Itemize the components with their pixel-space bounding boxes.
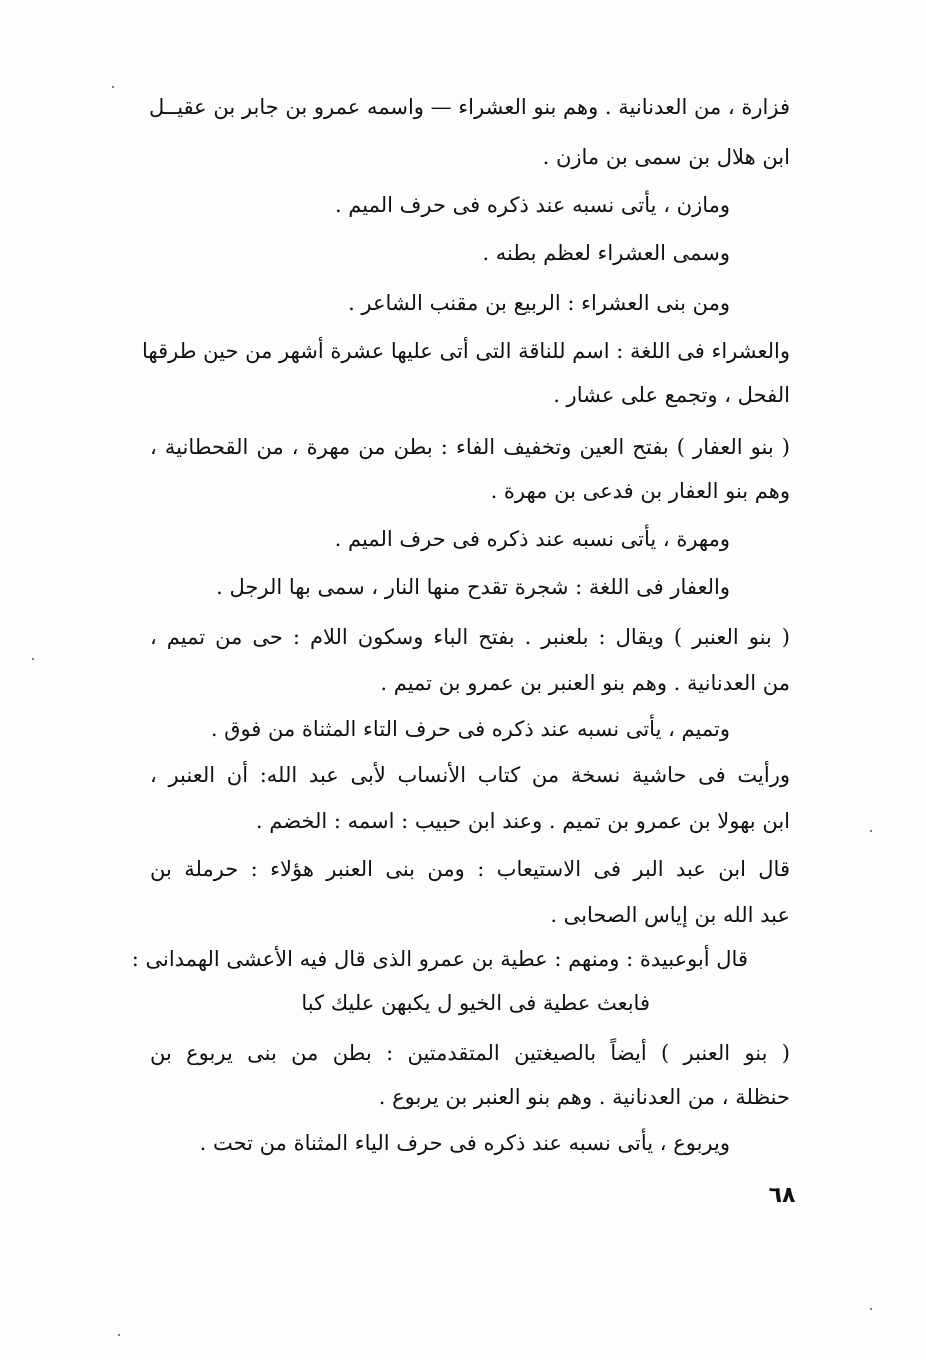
scan-speck xyxy=(118,1334,120,1336)
text-line: حنظلة ، من العدنانية . وهم بنو العنبر بن يربوع . xyxy=(378,1085,790,1109)
text-line: ومهرة ، يأتى نسبه عند ذكره فى حرف الميم . xyxy=(334,527,730,551)
scan-speck xyxy=(32,658,34,660)
text-line: ( بنو العنبر ) أيضاً بالصيغتين المتقدمتين : بطن من بنى يربوع بن xyxy=(150,1041,790,1065)
text-line: قال أبوعبيدة : ومنهم : عطية بن عمرو الذى قال فيه الأعشى الهمدانى : xyxy=(131,947,748,971)
scan-speck xyxy=(870,830,872,832)
text-line: وهم بنو العفار بن فدعى بن مهرة . xyxy=(490,479,790,503)
text-line: وتميم ، يأتى نسبه عند ذكره فى حرف التاء المثناة من فوق . xyxy=(210,717,730,741)
text-line: ابن هلال بن سمى بن مازن . xyxy=(542,145,790,169)
text-line: والعفار فى اللغة : شجرة تقدح منها النار ، سمى بها الرجل . xyxy=(216,575,730,599)
text-line: ( بنو العفار ) بفتح العين وتخفيف الفاء : بطن من مهرة ، من القحطانية ، xyxy=(150,435,790,459)
text-line: ومازن ، يأتى نسبه عند ذكره فى حرف الميم . xyxy=(334,193,730,217)
text-line: الفحل ، وتجمع على عشار . xyxy=(553,383,790,407)
scan-speck xyxy=(112,86,114,88)
scan-speck xyxy=(870,1308,872,1310)
text-line: قال ابن عبد البر فى الاستيعاب : ومن بنى العنبر هؤلاء : حرملة بن xyxy=(150,857,790,881)
text-line: وسمى العشراء لعظم بطنه . xyxy=(482,241,730,265)
text-line: ابن بهولا بن عمرو بن تميم . وعند ابن حبيب : اسمه : الخضم . xyxy=(255,809,790,833)
text-line: عبد الله بن إياس الصحابى . xyxy=(550,903,790,927)
text-line: فزارة ، من العدنانية . وهم بنو العشراء — واسمه عمرو بن جابر بن عقيــل xyxy=(149,95,790,119)
verse-line: فابعث عطية فى الخيو ل يكبهن عليك كبا xyxy=(301,991,650,1015)
text-line: ويربوع ، يأتى نسبه عند ذكره فى حرف الياء المثناة من تحت . xyxy=(199,1131,730,1155)
text-line: ( بنو العنبر ) ويقال : بلعنبر . بفتح الباء وسكون اللام : حى من تميم ، xyxy=(150,625,790,649)
text-line: ومن بنى العشراء : الربيع بن مقنب الشاعر . xyxy=(348,291,730,315)
text-line: والعشراء فى اللغة : اسم للناقة التى أتى عليها عشرة أشهر من حين طرقها xyxy=(142,339,790,363)
text-line: ورأيت فى حاشية نسخة من كتاب الأنساب لأبى عبد الله: أن العنبر ، xyxy=(150,763,790,787)
text-line: من العدنانية . وهم بنو العنبر بن عمرو بن تميم . xyxy=(380,671,790,695)
page-number: ٦٨ xyxy=(768,1183,796,1208)
